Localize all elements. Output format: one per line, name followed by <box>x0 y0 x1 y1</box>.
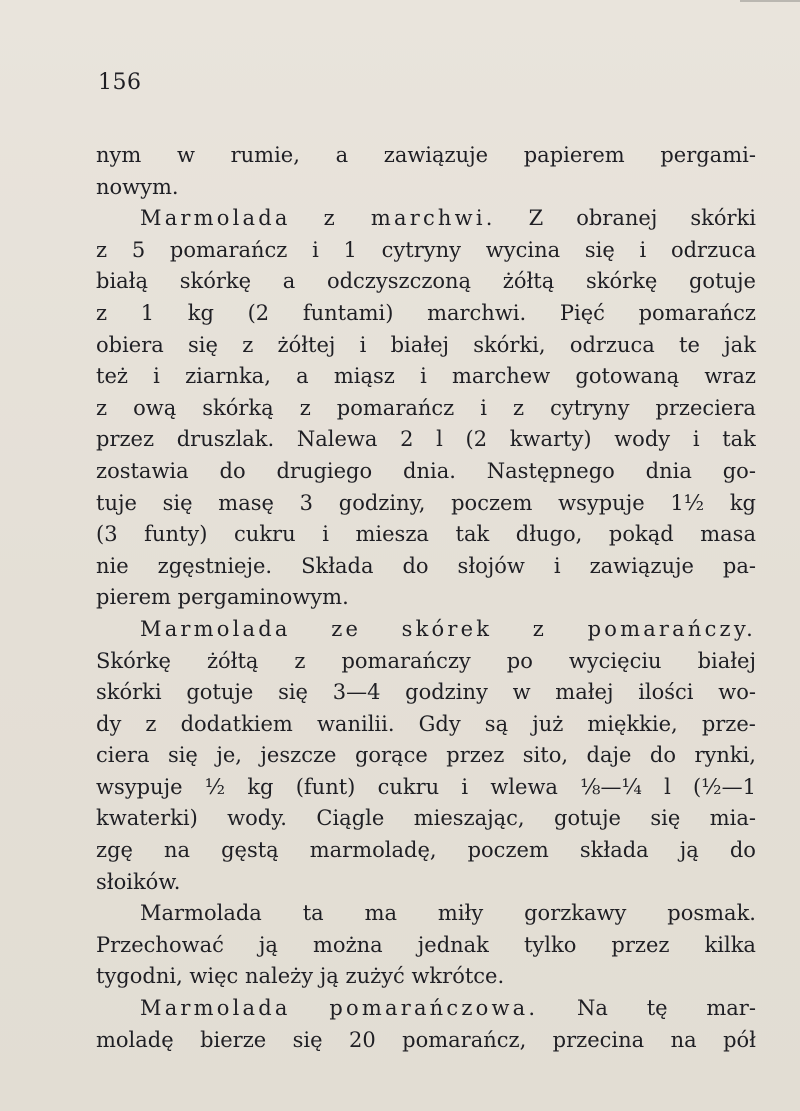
word: tygodni, <box>96 964 183 989</box>
word: Przechować <box>96 932 224 957</box>
word: Pięć <box>559 300 605 325</box>
word: i <box>322 522 329 547</box>
word: ze <box>331 616 362 641</box>
word: posmak. <box>667 901 756 926</box>
word: pa- <box>722 553 756 578</box>
word: godziny, <box>338 490 426 515</box>
word: wo- <box>718 680 756 705</box>
word: Gdy <box>418 711 461 736</box>
word: pierem <box>96 585 171 610</box>
word: gęstą <box>221 838 279 863</box>
word: wsypuje <box>558 490 645 515</box>
word: (2 <box>465 427 488 452</box>
word: 1 <box>343 237 357 262</box>
word: miękkie, <box>587 711 678 736</box>
word: masa <box>700 522 756 547</box>
word: obiera <box>96 332 164 357</box>
text-line <box>96 646 756 678</box>
text-line <box>96 456 756 488</box>
word: odrzuca <box>569 332 655 357</box>
text-line <box>96 361 756 393</box>
word: wkrótce. <box>404 964 505 989</box>
word: marchwi. <box>427 300 527 325</box>
text-line <box>96 235 756 267</box>
word: go- <box>722 458 756 483</box>
word: do <box>219 458 246 483</box>
word: ową <box>133 395 177 420</box>
word: z <box>96 395 108 420</box>
word: cukru <box>234 522 296 547</box>
word: ma <box>364 901 398 926</box>
word: białej <box>697 648 756 673</box>
word: zgę <box>96 838 133 863</box>
word: białą <box>96 269 149 294</box>
word: białej <box>390 332 450 357</box>
word: w <box>176 143 195 167</box>
word: prze- <box>701 711 756 736</box>
word: jeszcze <box>260 743 337 768</box>
word: pomarańczy <box>341 648 471 673</box>
word: wraz <box>704 364 756 389</box>
word: obranej <box>576 206 658 231</box>
word: słoików. <box>96 869 181 894</box>
word: wlewa <box>490 774 558 799</box>
word: z <box>299 395 311 420</box>
word: (½—1 <box>693 774 756 799</box>
text-line <box>96 867 756 899</box>
word: a <box>335 143 349 167</box>
word: pergami- <box>660 143 756 167</box>
word: z <box>145 711 157 736</box>
word: zużyć <box>338 964 405 989</box>
word: zgęstnieje. <box>157 553 273 578</box>
word: mieszając, <box>413 806 525 831</box>
word: też <box>96 364 128 389</box>
word: funtami) <box>302 300 394 325</box>
word: z <box>532 616 548 641</box>
word: Ciągle <box>316 806 385 831</box>
word: tuje <box>96 490 137 515</box>
text-line <box>96 424 756 456</box>
word: na <box>163 838 191 863</box>
word: ⅛—¼ <box>580 774 642 799</box>
word: l <box>664 774 671 799</box>
text-line <box>96 298 756 330</box>
word: a <box>282 269 296 294</box>
text-line <box>96 772 756 804</box>
word: z <box>294 648 306 673</box>
text-line <box>96 488 756 520</box>
word: gotuje <box>554 806 621 831</box>
word: nie <box>96 553 129 578</box>
word: pergaminowym. <box>170 585 349 610</box>
page-top-edge <box>740 0 800 2</box>
word: 3—4 <box>332 680 381 705</box>
word: do <box>402 553 429 578</box>
word: Nalewa <box>296 427 378 452</box>
word: się <box>162 490 193 515</box>
word: pomarańcz <box>336 395 455 420</box>
word: daje <box>586 743 632 768</box>
word: tak <box>722 427 756 452</box>
word: kg <box>187 300 214 325</box>
word: drugiego <box>276 458 373 483</box>
word: wycięciu <box>568 648 662 673</box>
word: i <box>312 237 319 262</box>
word: l <box>436 427 443 452</box>
word: zostawia <box>96 458 189 483</box>
text-line <box>96 961 756 993</box>
word: gotuje <box>186 680 254 705</box>
word: i <box>153 364 160 389</box>
word: małej <box>555 680 614 705</box>
word: je, <box>216 743 242 768</box>
word: długo, <box>515 522 583 547</box>
word: papierem <box>523 143 625 167</box>
word: pomarańcz, <box>402 1027 527 1052</box>
word: rumie, <box>230 143 300 167</box>
word: 1½ <box>670 490 705 515</box>
word: wsypuje <box>96 774 183 799</box>
word: w <box>512 680 531 705</box>
word: z <box>96 300 108 325</box>
body-text <box>96 140 756 1056</box>
text-line <box>96 993 756 1025</box>
word: kwarty) <box>509 427 592 452</box>
word: należy <box>238 964 314 989</box>
word: przeciera <box>655 395 756 420</box>
word: zawiązuje <box>383 143 489 167</box>
word: i <box>553 553 561 578</box>
word: ciera <box>96 743 150 768</box>
word: (funt) <box>295 774 356 799</box>
word: skórkę <box>179 269 252 294</box>
word: się <box>650 806 681 831</box>
word: dy <box>96 711 122 736</box>
word: i <box>461 774 469 799</box>
word: słojów <box>457 553 525 578</box>
word: ją <box>258 932 278 957</box>
word: dnia. <box>403 458 456 483</box>
word: pomarańczy. <box>587 616 756 641</box>
word: z <box>512 395 525 420</box>
word: nym <box>96 143 142 167</box>
word: Następnego <box>486 458 615 483</box>
word: wody. <box>227 806 287 831</box>
word: cytryny <box>381 237 462 262</box>
word: godziny <box>405 680 488 705</box>
word: marmoladę, <box>309 838 437 863</box>
word: gorzkawy <box>524 901 627 926</box>
word: jak <box>724 332 756 357</box>
word: (3 <box>96 522 118 547</box>
word: pomarańcz <box>638 300 756 325</box>
word: funty) <box>144 522 208 547</box>
word: pomarańcz <box>169 237 288 262</box>
word: z <box>242 332 254 357</box>
text-line <box>96 519 756 551</box>
word: Na <box>577 996 608 1021</box>
word: marchwi. <box>370 206 496 231</box>
word: się <box>292 1027 323 1052</box>
text-line <box>96 1025 756 1057</box>
text-line <box>96 930 756 962</box>
text-line <box>96 551 756 583</box>
word: dodatkiem <box>180 711 293 736</box>
word: już <box>532 711 564 736</box>
word: Marmolada <box>140 901 262 926</box>
word: cukru <box>377 774 440 799</box>
text-line <box>96 835 756 867</box>
word: i <box>480 395 487 420</box>
word: do <box>729 838 756 863</box>
word: 20 <box>348 1027 376 1052</box>
text-line <box>96 203 756 235</box>
word: jednak <box>417 932 489 957</box>
word: miąsz <box>333 364 395 389</box>
word: więc <box>182 964 239 989</box>
word: Z <box>528 206 544 231</box>
word: Marmolada <box>140 996 291 1021</box>
word: nowym. <box>96 174 179 199</box>
word: tak <box>455 522 490 547</box>
word: cytryny <box>550 395 630 420</box>
word: (2 <box>247 300 270 325</box>
word: przez <box>96 427 155 452</box>
word: na <box>670 1027 697 1052</box>
word: kg <box>729 490 756 515</box>
word: ją <box>679 838 699 863</box>
word: druszlak. <box>176 427 275 452</box>
word: przez <box>446 743 505 768</box>
word: tę <box>646 996 668 1021</box>
word: się <box>167 743 198 768</box>
word: przecina <box>552 1027 645 1052</box>
word: pół <box>723 1027 756 1052</box>
word: ziarnka, <box>185 364 271 389</box>
word: są <box>484 711 509 736</box>
word: się <box>278 680 308 705</box>
word: marchew <box>452 364 551 389</box>
text-line <box>96 266 756 298</box>
word: z <box>323 206 338 231</box>
word: i <box>639 237 647 262</box>
text-line <box>96 582 756 614</box>
word: ją <box>313 964 339 989</box>
word: zawiązuje <box>589 553 694 578</box>
word: i <box>420 364 427 389</box>
word: do <box>649 743 676 768</box>
word: wody <box>614 427 671 452</box>
word: bierze <box>200 1027 267 1052</box>
word: mia- <box>709 806 756 831</box>
word: skórki <box>690 206 756 231</box>
text-line <box>96 709 756 741</box>
word: sito, <box>522 743 569 768</box>
word: 3 <box>299 490 314 515</box>
word: kwaterki) <box>96 806 198 831</box>
word: i <box>359 332 367 357</box>
word: składa <box>579 838 649 863</box>
word: odczyszczoną <box>326 269 472 294</box>
word: rynki, <box>694 743 756 768</box>
word: gorące <box>354 743 428 768</box>
word: Marmolada <box>140 206 291 231</box>
word: skórki <box>96 680 162 705</box>
word: 1 <box>140 300 155 325</box>
word: tylko <box>523 932 577 957</box>
text-line <box>96 614 756 646</box>
text-line <box>96 740 756 772</box>
page-number: 156 <box>98 70 142 95</box>
word: Marmolada <box>140 616 291 641</box>
word: wanilii. <box>316 711 395 736</box>
word: ta <box>302 901 324 926</box>
word: mar- <box>706 996 756 1021</box>
word: kilka <box>704 932 756 957</box>
word: ilości <box>638 680 694 705</box>
word: poczem <box>467 838 549 863</box>
word: 5 <box>131 237 146 262</box>
word: masę <box>218 490 274 515</box>
word: żółtą <box>206 648 259 673</box>
word: a <box>296 364 309 389</box>
word: z <box>96 237 108 262</box>
word: żółtej <box>277 332 336 357</box>
word: Skórkę <box>96 648 171 673</box>
word: Składa <box>301 553 374 578</box>
word: gotuje <box>688 269 756 294</box>
word: się <box>584 237 615 262</box>
word: 2 <box>400 427 414 452</box>
word: miesza <box>355 522 429 547</box>
word: pokąd <box>608 522 674 547</box>
word: kg <box>247 774 274 799</box>
word: dnia <box>645 458 692 483</box>
word: żółtą <box>502 269 555 294</box>
word: te <box>679 332 700 357</box>
word: skórek <box>401 616 493 641</box>
text-line <box>96 898 756 930</box>
word: skórką <box>202 395 274 420</box>
word: miły <box>437 901 484 926</box>
text-line <box>96 803 756 835</box>
word: się <box>188 332 218 357</box>
word: i <box>692 427 700 452</box>
text-line <box>96 140 756 172</box>
word: gotowaną <box>575 364 680 389</box>
word: przez <box>611 932 670 957</box>
word: skórkę <box>585 269 658 294</box>
word: po <box>506 648 533 673</box>
word: odrzuca <box>670 237 756 262</box>
text-line <box>96 393 756 425</box>
text-line <box>96 330 756 362</box>
word: skórki, <box>473 332 546 357</box>
word: moladę <box>96 1027 174 1052</box>
word: można <box>313 932 383 957</box>
text-line <box>96 677 756 709</box>
word: ½ <box>204 774 226 799</box>
word: wycina <box>485 237 561 262</box>
text-line <box>96 172 756 204</box>
word: pomarańczowa. <box>329 996 539 1021</box>
word: poczem <box>451 490 533 515</box>
